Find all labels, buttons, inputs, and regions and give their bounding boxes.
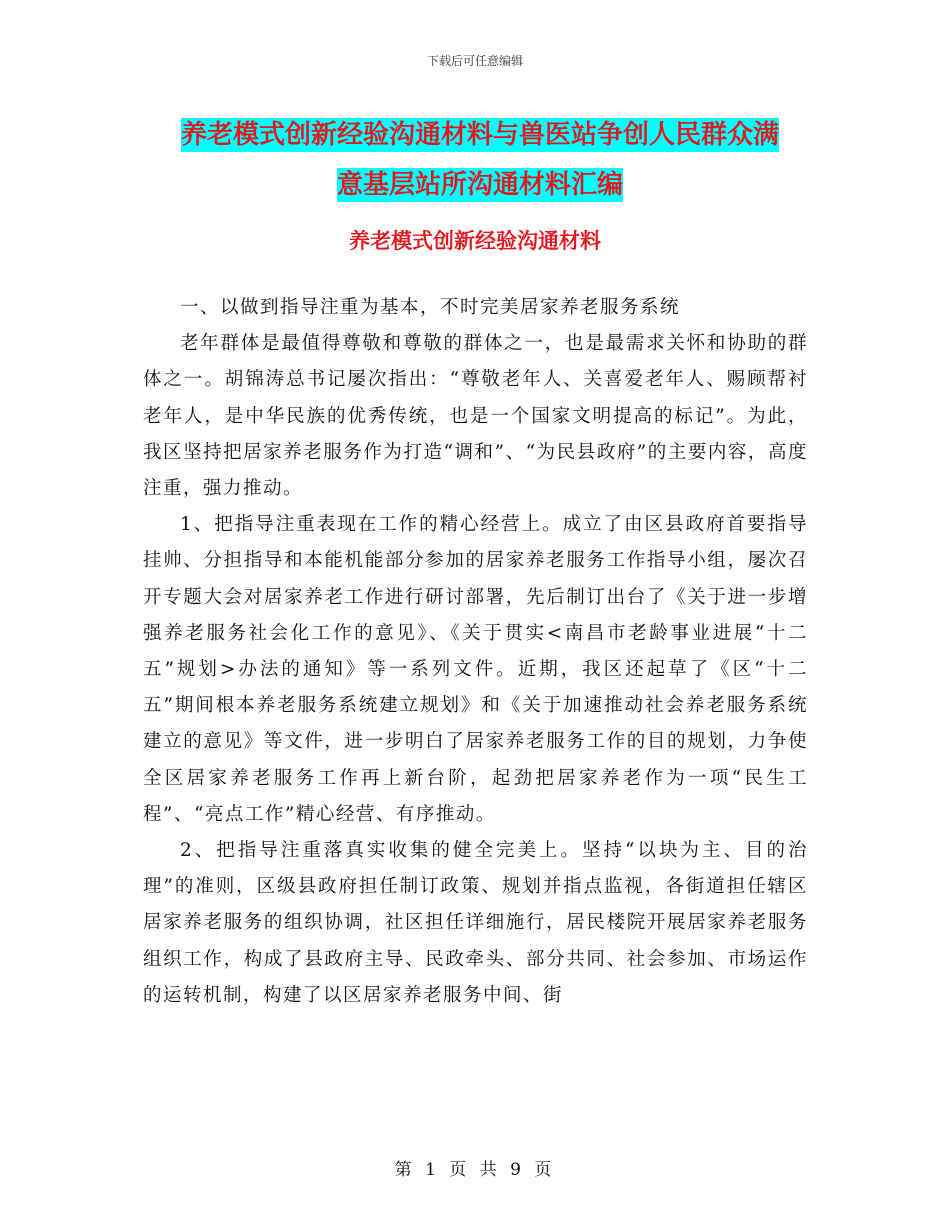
paragraph: 1、把指导注重表现在工作的精心经营上。成立了由区县政府首要指导挂帅、分担指导和本能机能部分参加的居家养老服务工作指导小组，屡次召开专题大会对居家养老工作进行研讨部署，先后制订出台了《关于进一步增强养老服务社会化工作的意见》、《关于贯实<南昌市老龄事业进展“十二五”规划>办法的通知》等一系列文件。近期，我区还起草了《区“十二五”期间根本养老服务系统建立规划》和《关于加速推动社会养老服务系统建立的意见》等文件，进一步明白了居家养老服务工作的目的规划，力争使全区居家养老服务工作再上新台阶，起劲把居家养老作为一项“民生工程”、“亮点工作”精心经营、有序推动。	[143, 514, 808, 825]
page-header-note: 下载后可任意编辑	[426, 54, 523, 68]
page-number: 第 1 页 共 9 页	[394, 1160, 556, 1180]
document-body	[143, 290, 808, 1014]
paragraph: 老年群体是最值得尊敬和尊敬的群体之一，也是最需求关怀和协助的群体之一。胡锦涛总书记屡次指出：“尊敬老年人、关喜爱老年人、赐顾帮衬老年人，是中华民族的优秀传统，也是一个国家文明提高的标记”。为此，我区坚持把居家养老服务作为打造“调和”、“为民县政府”的主要内容，高度注重，强力推动。	[143, 333, 808, 500]
title-line-2: 意基层站所沟通材料汇编	[336, 170, 623, 200]
document-title	[140, 110, 820, 210]
title-line-1: 养老模式创新经验沟通材料与兽医站争创人民群众满	[180, 120, 779, 150]
paragraph-heading-1: 一、以做到指导注重为基本，不时完美居家养老服务系统	[180, 297, 681, 318]
section-title: 养老模式创新经验沟通材料	[349, 229, 601, 253]
paragraph: 2、把指导注重落真实收集的健全完美上。坚持“以块为主、目的治理”的准则，区级县政府担任制订政策、规划并指点监视，各街道担任辖区居家养老服务的组织协调，社区担任详细施行，居民楼院开展居家养老服务组织工作，构成了县政府主导、民政牵头、部分共同、社会参加、市场运作的运转机制，构建了以区居家养老服务中间、街	[143, 840, 808, 1006]
